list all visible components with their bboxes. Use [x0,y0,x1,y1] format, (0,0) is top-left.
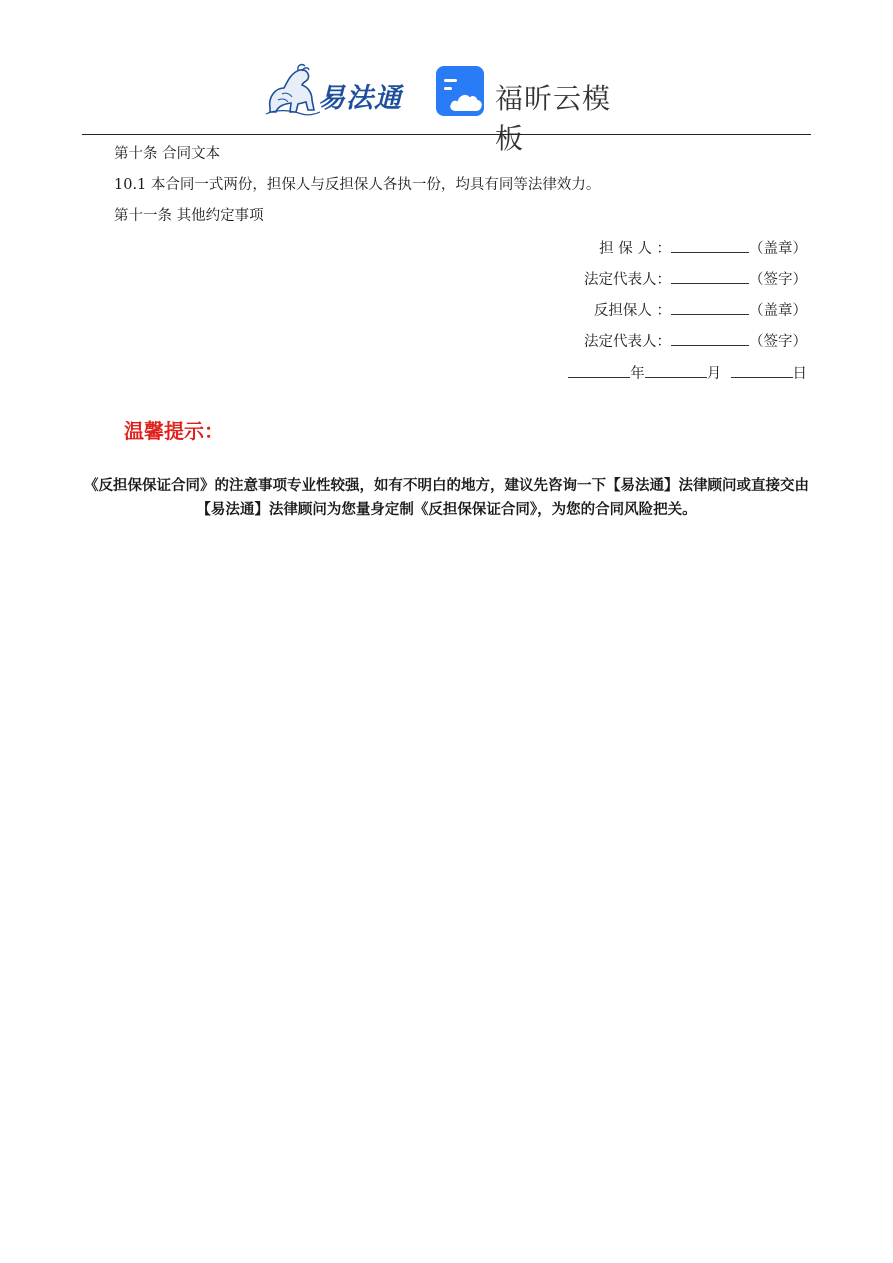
legal-rep-2-blank [671,331,749,346]
legal-rep-2-signature-line [584,331,807,352]
guarantor-signature-line [599,238,807,259]
article-10-heading: 第十条 合同文本 [114,146,221,162]
counter-guarantor-seal-note: （盖章） [749,303,807,319]
legal-rep-1-sign-note: （签字） [749,272,807,288]
legal-rep-2-sign-note: （签字） [749,334,807,350]
guarantor-blank [671,238,749,253]
legal-rep-2-label: 法定代表人： [584,334,671,350]
legal-rep-1-label: 法定代表人： [584,272,671,288]
notice-title: 温馨提示： [124,419,224,443]
header-divider [82,134,811,135]
day-blank [731,363,793,378]
qilin-logo-icon [262,62,322,118]
counter-guarantor-label: 反担保人 ： [593,303,671,319]
foxit-logo-text: 福昕云模板 [495,82,612,155]
counter-guarantor-blank [671,300,749,315]
yifatong-logo-text: 易法通 [318,83,402,114]
guarantor-label: 担 保 人 ： [599,241,671,257]
legal-rep-1-signature-line [584,269,807,290]
month-label: 月 [706,366,722,382]
day-label: 日 [792,366,807,382]
date-line [568,363,807,384]
yifatong-logo [262,62,414,118]
year-blank [568,363,630,378]
clause-10-1: 10.1 本合同一式两份，担保人与反担保人各执一份，均具有同等法律效力。 [114,177,601,193]
foxit-template-logo [435,65,635,155]
month-blank [645,363,707,378]
year-label: 年 [630,366,645,382]
legal-rep-1-blank [671,269,749,284]
counter-guarantor-signature-line [594,300,807,321]
foxit-cloud-icon [435,65,489,119]
guarantor-seal-note: （盖章） [749,241,807,257]
article-11-heading: 第十一条 其他约定事项 [114,208,264,224]
notice-text: 《反担保保证合同》的注意事项专业性较强，如有不明白的地方，建议先咨询一下【易法通】法律顾问或直接交由【易法通】法律顾问为您量身定制《反担保保证合同》，为您的合同风险把关。 [84,477,809,518]
